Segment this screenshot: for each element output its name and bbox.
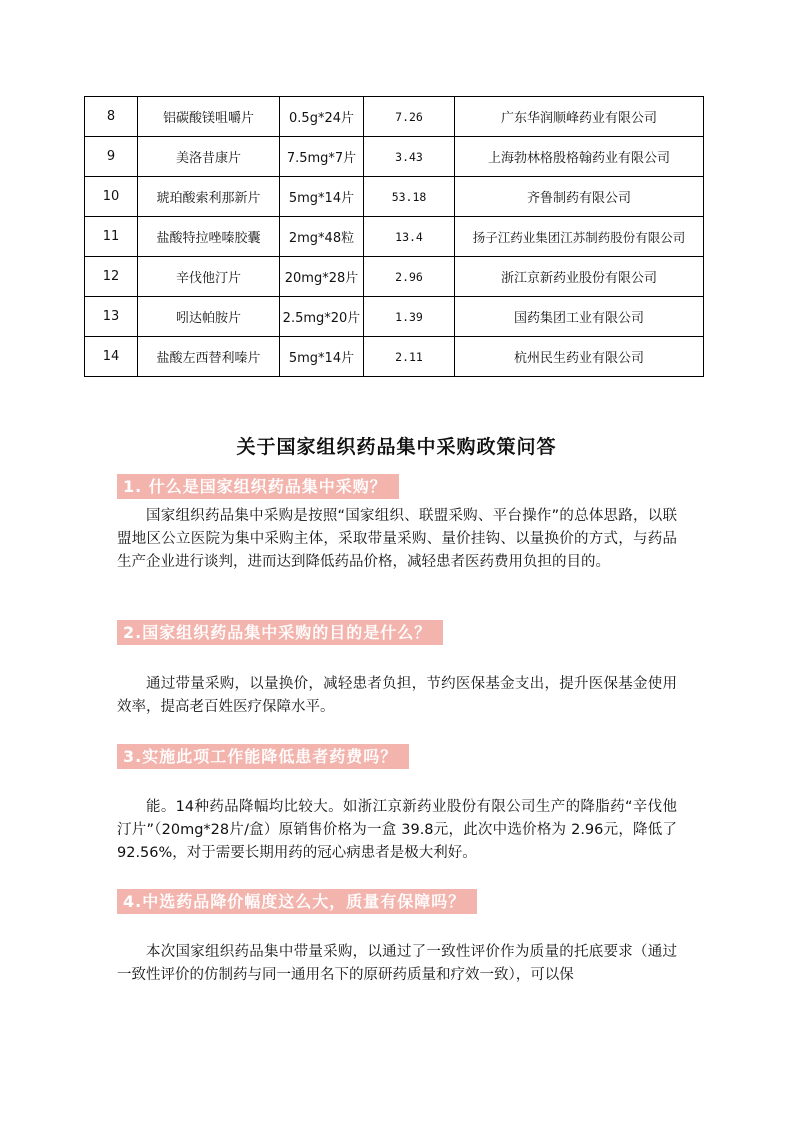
cell-company: 杭州民生药业有限公司 bbox=[455, 337, 704, 377]
cell-drug-name: 盐酸特拉唑嗪胶囊 bbox=[138, 217, 280, 257]
cell-spec: 5mg*14片 bbox=[280, 337, 364, 377]
table-row bbox=[85, 137, 704, 177]
cell-company: 国药集团工业有限公司 bbox=[455, 297, 704, 337]
section-body-4: 本次国家组织药品集中带量采购，以通过了一致性评价作为质量的托底要求（通过一致性评价的仿制药与同一通用名下的原研药质量和疗效一致），可以保 bbox=[117, 944, 677, 983]
cell-drug-name: 吲达帕胺片 bbox=[138, 297, 280, 337]
cell-no: 9 bbox=[85, 137, 138, 177]
section-heading-2: 2.国家组织药品集中采购的目的是什么？ bbox=[117, 620, 443, 645]
document-title: 关于国家组织药品集中采购政策问答 bbox=[236, 436, 557, 458]
cell-no: 10 bbox=[85, 177, 138, 217]
table-row bbox=[85, 177, 704, 217]
cell-spec: 2mg*48粒 bbox=[280, 217, 364, 257]
table-row bbox=[85, 217, 704, 257]
section-heading-4: 4.中选药品降价幅度这么大，质量有保障吗？ bbox=[117, 889, 477, 914]
cell-price: 2.96 bbox=[364, 257, 455, 297]
cell-drug-name: 美洛昔康片 bbox=[138, 137, 280, 177]
table-row bbox=[85, 257, 704, 297]
cell-no: 11 bbox=[85, 217, 138, 257]
section-body-1: 国家组织药品集中采购是按照“国家组织、联盟采购、平台操作”的总体思路，以联盟地区公立医院为集中采购主体，采取带量采购、量价挂钩、以量换价的方式，与药品生产企业进行谈判，进而达到降低药品价格，减轻患者医药费用负担的目的。 bbox=[117, 508, 677, 570]
section-body-3: 能。14种药品降幅均比较大。如浙江京新药业股份有限公司生产的降脂药“辛伐他汀片”（20mg*28片/盒）原销售价格为一盒 39.8元，此次中选价格为 2.96元，降低了 92.56%，对于需要长期用药的冠心病患者是极大利好。 bbox=[117, 799, 677, 861]
table-row bbox=[85, 297, 704, 337]
cell-price: 2.11 bbox=[364, 337, 455, 377]
cell-price: 7.26 bbox=[364, 97, 455, 137]
cell-company: 上海勃林格殷格翰药业有限公司 bbox=[455, 137, 704, 177]
section-heading-1: 1. 什么是国家组织药品集中采购？ bbox=[117, 474, 399, 499]
table-row bbox=[85, 337, 704, 377]
cell-no: 14 bbox=[85, 337, 138, 377]
cell-spec: 5mg*14片 bbox=[280, 177, 364, 217]
cell-no: 12 bbox=[85, 257, 138, 297]
cell-company: 广东华润顺峰药业有限公司 bbox=[455, 97, 704, 137]
section-heading-3: 3.实施此项工作能降低患者药费吗？ bbox=[117, 744, 409, 769]
cell-company: 扬子江药业集团江苏制药股份有限公司 bbox=[455, 217, 704, 257]
cell-no: 8 bbox=[85, 97, 138, 137]
cell-spec: 20mg*28片 bbox=[280, 257, 364, 297]
cell-spec: 2.5mg*20片 bbox=[280, 297, 364, 337]
table-row bbox=[85, 97, 704, 137]
cell-price: 3.43 bbox=[364, 137, 455, 177]
drug-table bbox=[84, 96, 704, 377]
cell-price: 1.39 bbox=[364, 297, 455, 337]
cell-spec: 7.5mg*7片 bbox=[280, 137, 364, 177]
cell-company: 齐鲁制药有限公司 bbox=[455, 177, 704, 217]
cell-drug-name: 辛伐他汀片 bbox=[138, 257, 280, 297]
cell-spec: 0.5g*24片 bbox=[280, 97, 364, 137]
cell-company: 浙江京新药业股份有限公司 bbox=[455, 257, 704, 297]
cell-drug-name: 琥珀酸索利那新片 bbox=[138, 177, 280, 217]
cell-drug-name: 盐酸左西替利嗪片 bbox=[138, 337, 280, 377]
cell-no: 13 bbox=[85, 297, 138, 337]
cell-price: 53.18 bbox=[364, 177, 455, 217]
cell-drug-name: 铝碳酸镁咀嚼片 bbox=[138, 97, 280, 137]
cell-price: 13.4 bbox=[364, 217, 455, 257]
section-body-2: 通过带量采购，以量换价，减轻患者负担，节约医保基金支出，提升医保基金使用效率，提高老百姓医疗保障水平。 bbox=[117, 676, 677, 715]
